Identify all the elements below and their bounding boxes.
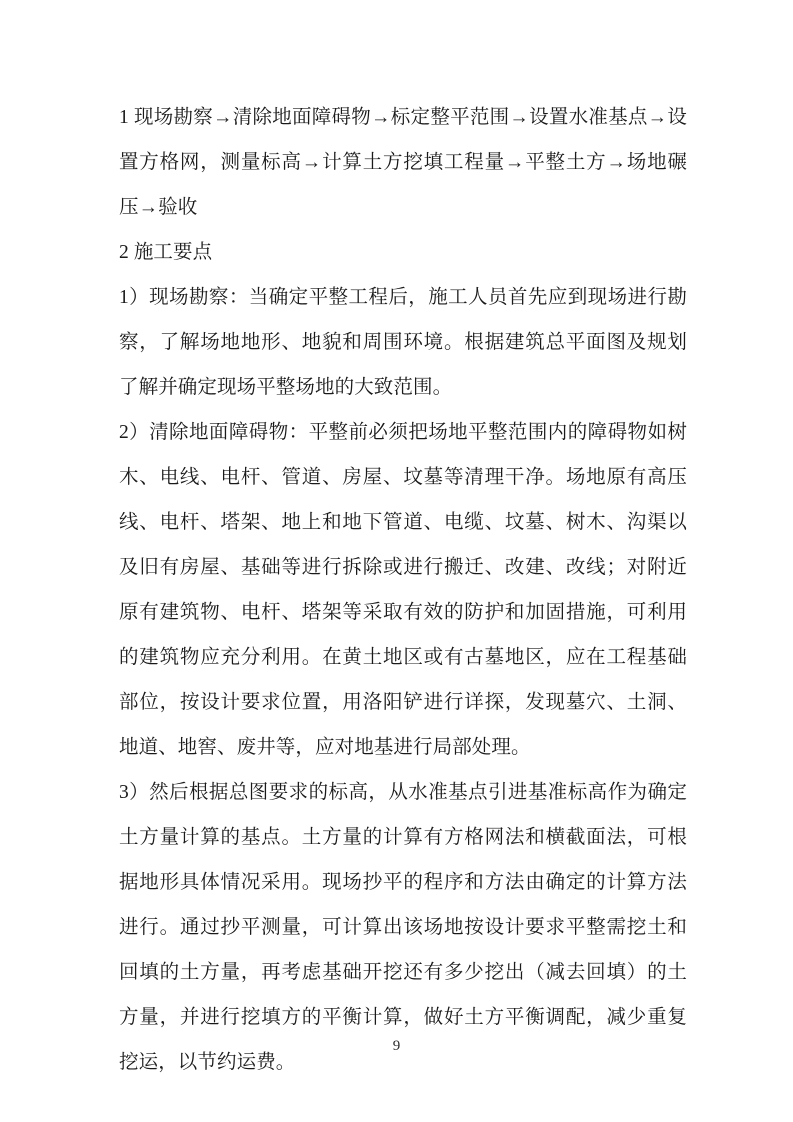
paragraph-construction-flow: 1 现场勘察→清除地面障碍物→标定整平范围→设置水准基点→设置方格网，测量标高→计算土方挖填工程量→平整土方→场地碾压→验收 xyxy=(119,107,687,218)
page-number: 9 xyxy=(392,1038,401,1054)
paragraph-item-3-earthwork-calculation: 3）然后根据总图要求的标高，从水准基点引进基准标高作为确定土方量计算的基点。土方量的计算有方格网法和横截面法，可根据地形具体情况采用。现场抄平的程序和方法由确定的计算方法进行。通过抄平测量，可计算出该场地按设计要求平整需挖土和回填的土方量，再考虑基础开挖还有多少挖出（减去回填）的土方量，并进行挖填方的平衡计算，做好土方平衡调配，减少重复挖运，以节约运费。 xyxy=(119,782,687,1073)
paragraph-section-2-heading: 2 施工要点 xyxy=(119,242,213,263)
paragraph-item-1-site-survey: 1）现场勘察：当确定平整工程后，施工人员首先应到现场进行勘察，了解场地地形、地貌和周围环境。根据建筑总平面图及规划了解并确定现场平整场地的大致范围。 xyxy=(119,287,687,398)
document-text-body xyxy=(119,95,687,1085)
paragraph-item-2-clear-obstacles: 2）清除地面障碍物：平整前必须把场地平整范围内的障碍物如树木、电线、电杆、管道、房屋、坟墓等清理干净。场地原有高压线、电杆、塔架、地上和地下管道、电缆、坟墓、树木、沟渠以及旧有房屋、基础等进行拆除或进行搬迁、改建、改线；对附近原有建筑物、电杆、塔架等采取有效的防护和加固措施，可利用的建筑物应充分利用。在黄土地区或有古墓地区，应在工程基础部位，按设计要求位置，用洛阳铲进行详探，发现墓穴、土洞、地道、地窖、废井等，应对地基进行局部处理。 xyxy=(119,422,687,758)
